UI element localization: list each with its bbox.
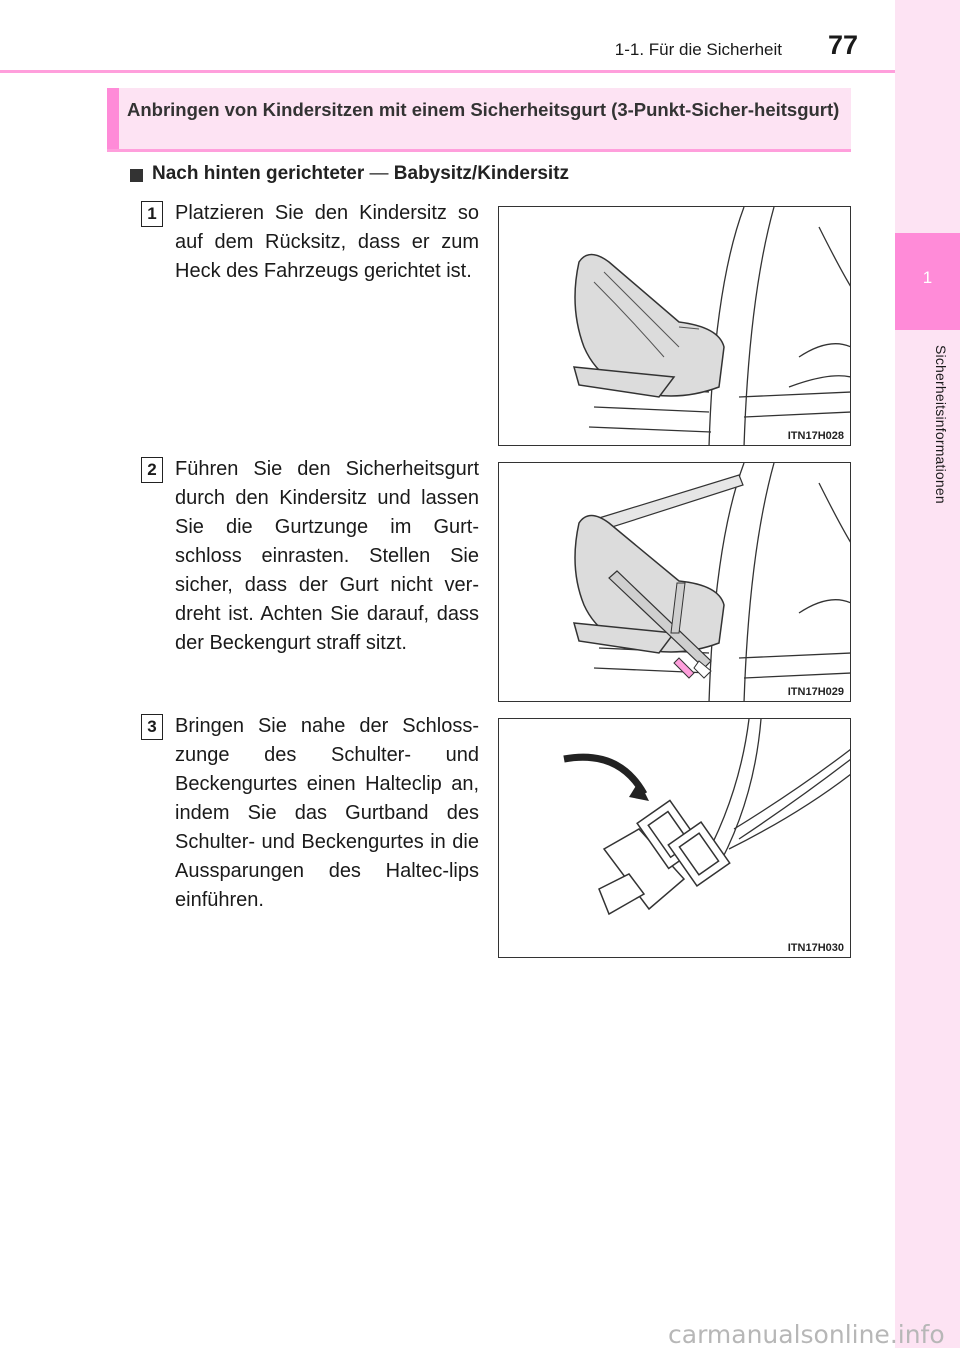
chapter-tab-label: Sicherheitsinformationen bbox=[933, 345, 949, 504]
belt-clip-illustration bbox=[499, 719, 851, 958]
header-section-title: 1-1. Für die Sicherheit bbox=[614, 40, 782, 59]
subheading bbox=[152, 163, 569, 185]
watermark: carmanualsonline.info bbox=[668, 1320, 945, 1349]
step-1-text: Platzieren Sie den Kindersitz so auf dem Rücksitz, dass er zum Heck des Fahrzeugs gerichtet ist. bbox=[175, 202, 479, 282]
figure-step-1 bbox=[498, 206, 851, 446]
figure-1-code: ITN17H028 bbox=[787, 430, 844, 442]
figure-3-code: ITN17H030 bbox=[787, 942, 844, 954]
chapter-tab-number: 1 bbox=[922, 268, 933, 287]
figure-step-2 bbox=[498, 462, 851, 702]
page-number: 77 bbox=[828, 30, 859, 60]
subheading-dash: — bbox=[369, 163, 389, 184]
header-rule bbox=[0, 70, 895, 73]
subheading-part2: Babysitz/Kindersitz bbox=[393, 163, 570, 184]
chapter-side-tab bbox=[895, 0, 960, 1348]
subheading-part1: Nach hinten gerichteter bbox=[152, 163, 365, 184]
step-2-number: 2 bbox=[141, 457, 163, 483]
step-3-text: Bringen Sie nahe der Schloss-zunge des Schulter- und Beckengurtes einen Halteclip an, indem Sie das Gurtband des Schulter- und Beckengurtes in die Aussparungen des Haltec-lips einführen. bbox=[175, 715, 479, 911]
step-3-number: 3 bbox=[141, 714, 163, 740]
section-title: Anbringen von Kindersitzen mit einem Sicherheitsgurt (3-Punkt-Sicher-heitsgurt) bbox=[127, 99, 840, 120]
child-seat-rear-facing-illustration bbox=[499, 207, 851, 446]
figure-step-3 bbox=[498, 718, 851, 958]
step-1-number: 1 bbox=[141, 201, 163, 227]
figure-2-code: ITN17H029 bbox=[787, 686, 844, 698]
step-2-text: Führen Sie den Sicherheitsgurt durch den Kindersitz und lassen Sie die Gurtzunge im Gurt-schloss einrasten. Stellen Sie sicher, dass der Gurt nicht ver-dreht ist. Achten Sie darauf, dass der Beckengurt straff sitzt. bbox=[175, 458, 479, 654]
child-seat-belt-routing-illustration bbox=[499, 463, 851, 702]
square-bullet-icon bbox=[130, 169, 143, 182]
section-title-box bbox=[107, 88, 851, 152]
